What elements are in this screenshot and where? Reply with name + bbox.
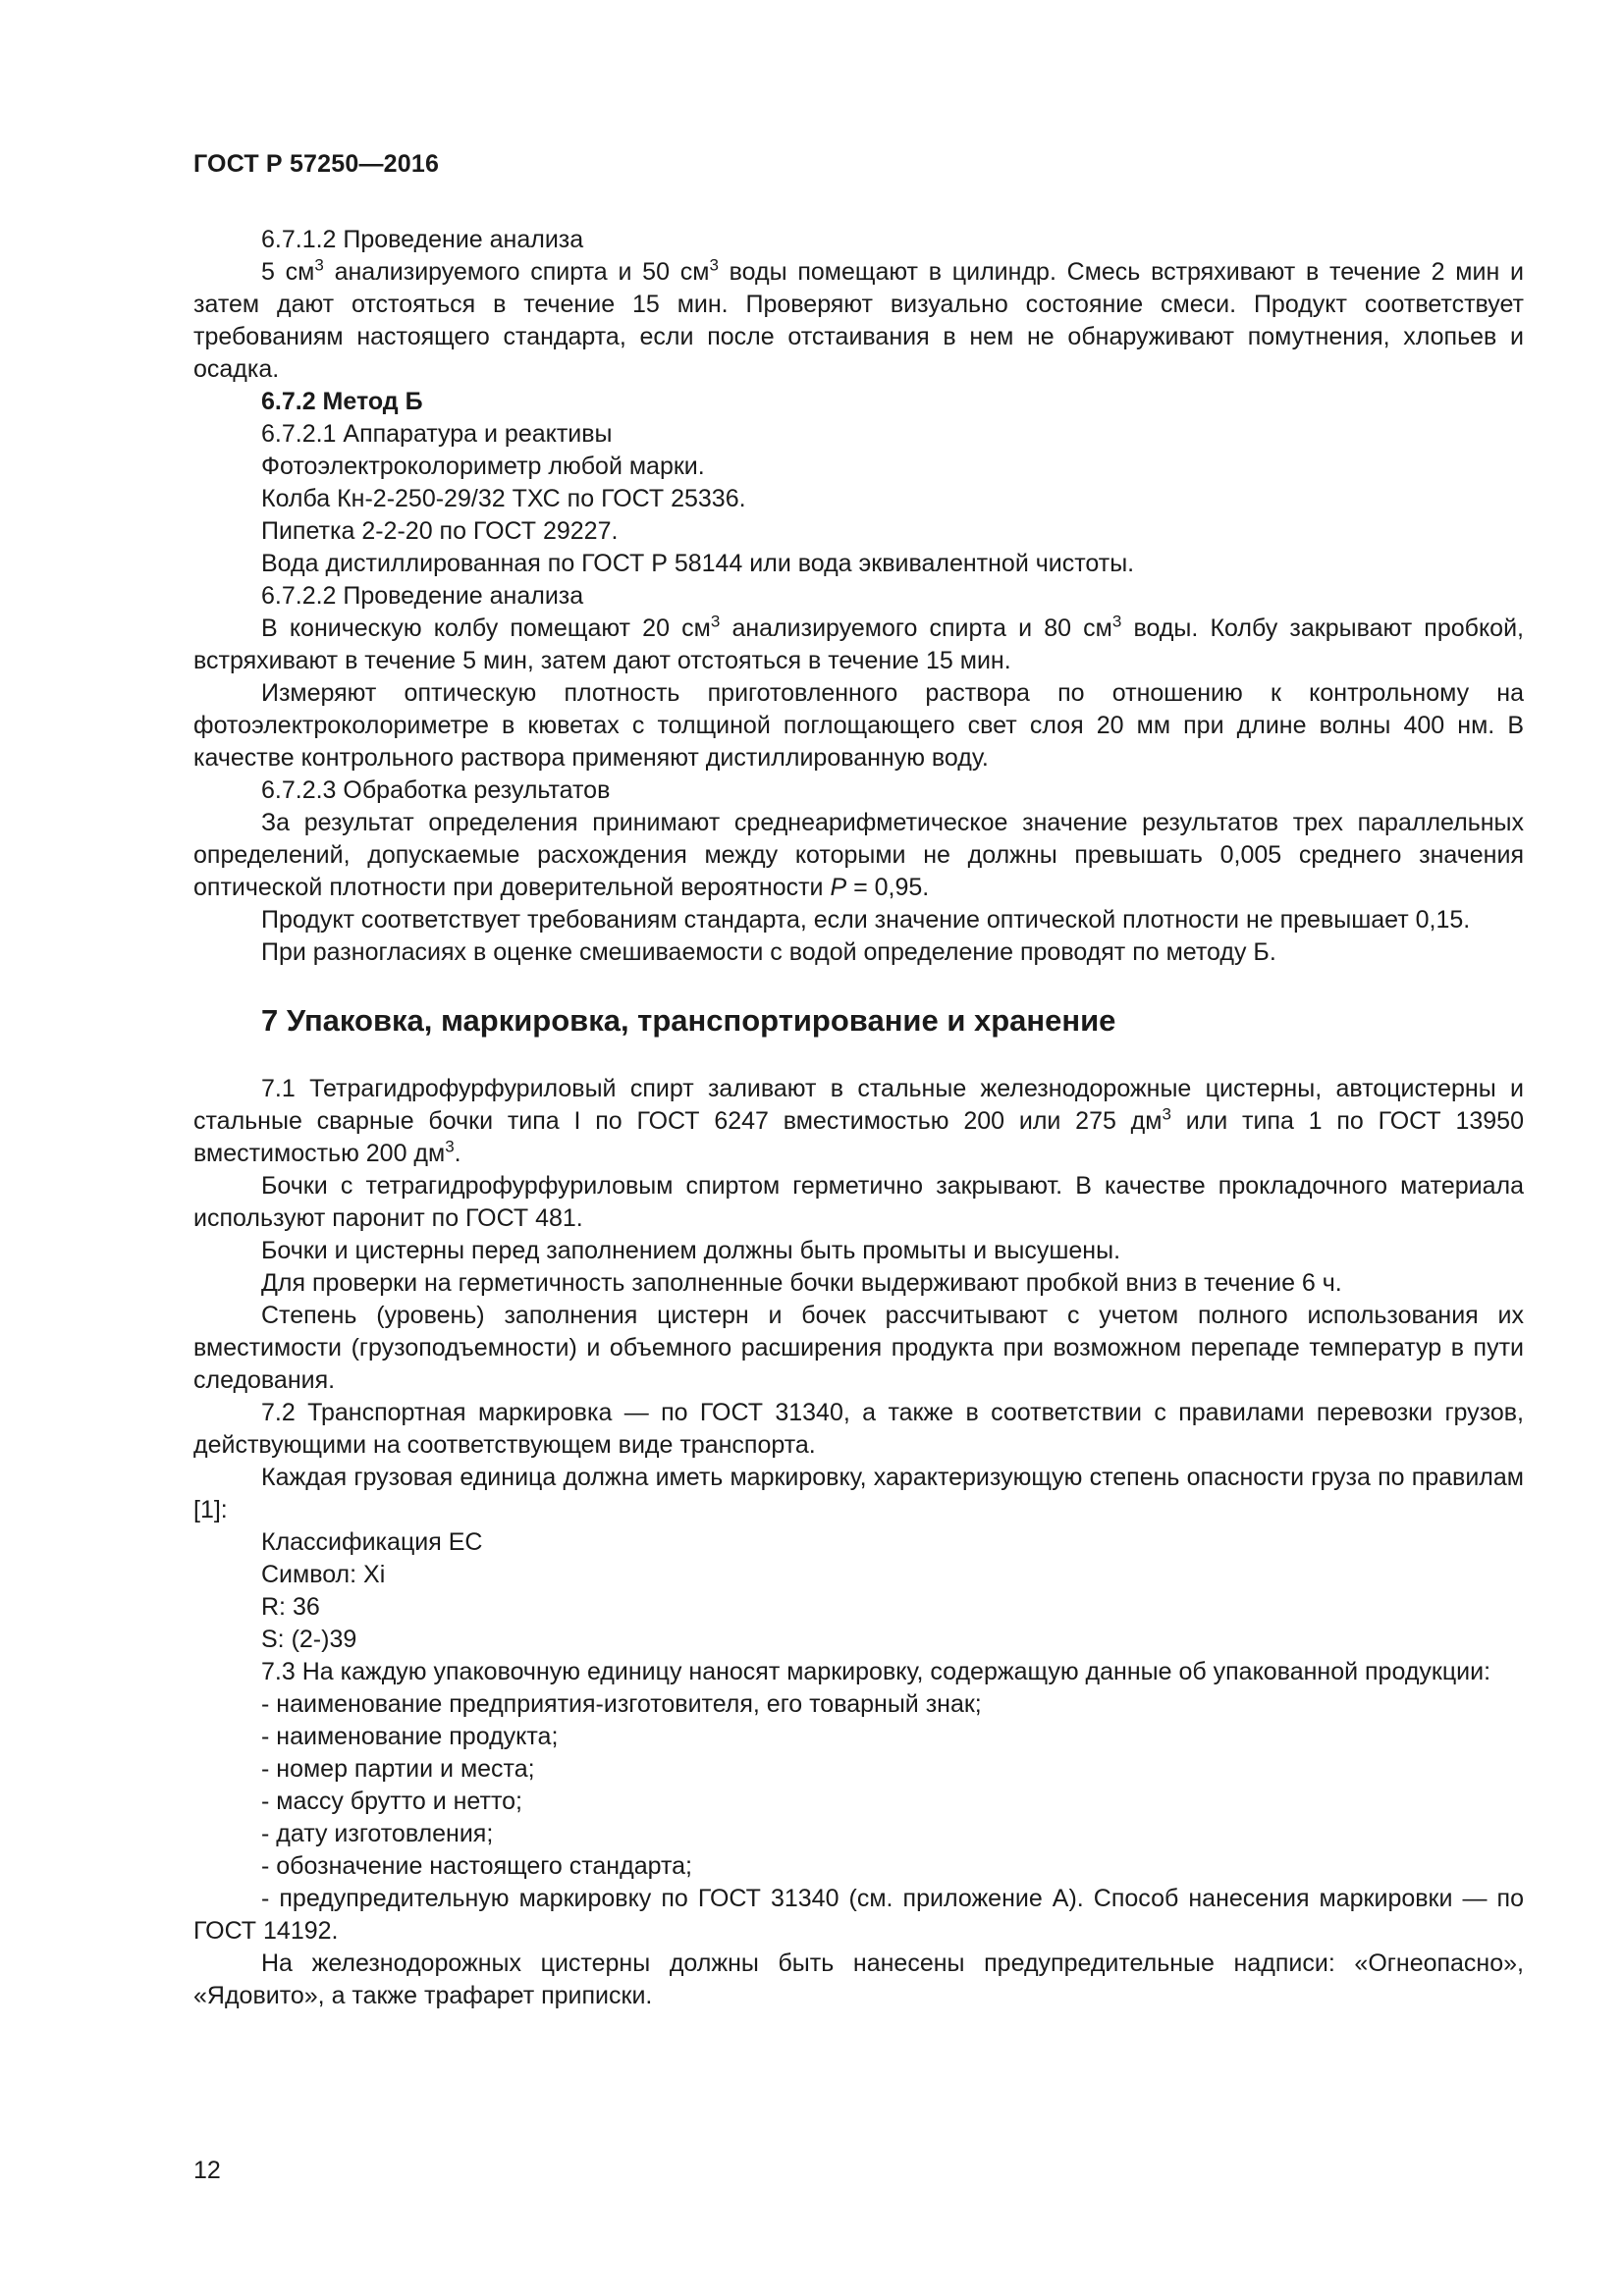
superscript: 3 bbox=[1162, 1104, 1171, 1124]
list-item: - обозначение настоящего стандарта; bbox=[261, 1852, 692, 1880]
variable-p: P bbox=[830, 874, 847, 901]
text-run: = 0,95. bbox=[846, 874, 930, 901]
paragraph-mix-procedure bbox=[193, 256, 1524, 386]
list-item: - дату изготовления; bbox=[261, 1820, 494, 1847]
paragraph-7-1 bbox=[193, 1073, 1524, 1170]
list-item: - предупредительную маркировку по ГОСТ 31340 (см. приложение А). Способ нанесения маркировки — по ГОСТ 14192. bbox=[193, 1885, 1524, 1945]
paragraph-symbol: Символ: Xi bbox=[261, 1561, 386, 1588]
text-run: анализируемого спирта и 50 см bbox=[323, 258, 710, 286]
paragraph-water: Вода дистиллированная по ГОСТ Р 58144 или вода эквивалентной чистоты. bbox=[261, 550, 1135, 577]
paragraph-classification: Классификация ЕС bbox=[261, 1528, 483, 1556]
page-number: 12 bbox=[193, 2157, 221, 2184]
text-run: За результат определения принимают среднеарифметическое значение результатов трех параллельных определений, допускаемые расхождения между которыми не должны превышать 0,005 среднего значения оптической плотности при доверительной вероятности bbox=[193, 809, 1524, 901]
paragraph-conical-flask bbox=[193, 613, 1524, 677]
paragraph-photometer: Фотоэлектроколориметр любой марки. bbox=[261, 453, 705, 480]
text-run: или типа 1 по ГОСТ 13950 вместимостью 200 дм bbox=[193, 1107, 1524, 1167]
list-item: - номер партии и места; bbox=[261, 1755, 535, 1783]
text-run: анализируемого спирта и 80 см bbox=[720, 614, 1112, 642]
text-run: воды. Колбу закрывают пробкой, встряхивают в течение 5 мин, затем дают отстояться в течение 15 мин. bbox=[193, 614, 1525, 674]
paragraph-filling: Степень (уровень) заполнения цистерн и бочек рассчитывают с учетом полного использования их вместимости (грузоподъемности) и объемного расширения продукта при возможном перепаде температур в пути следования. bbox=[193, 1302, 1524, 1394]
paragraph-cargo-marking: Каждая грузовая единица должна иметь маркировку, характеризующую степень опасности груза по правилам [1]: bbox=[193, 1464, 1524, 1523]
paragraph-barrels: Бочки с тетрагидрофурфуриловым спиртом герметично закрывают. В качестве прокладочного материала используют паронит по ГОСТ 481. bbox=[193, 1172, 1524, 1232]
superscript: 3 bbox=[445, 1137, 455, 1156]
text-run: . bbox=[454, 1140, 461, 1167]
paragraph-result bbox=[193, 807, 1524, 904]
paragraph-7-3: 7.3 На каждую упаковочную единицу наносят маркировку, содержащую данные об упакованной продукции: bbox=[261, 1658, 1491, 1685]
paragraph-disagreement: При разногласиях в оценке смешиваемости с водой определение проводят по методу Б. bbox=[261, 938, 1276, 966]
paragraph-measure: Измеряют оптическую плотность приготовленного раствора по отношению к контрольному на фотоэлектроколориметре в кюветах с толщиной поглощающего свет слоя 20 мм при длине волны 400 нм. В качестве контрольного раствора применяют дистиллированную воду. bbox=[193, 679, 1524, 772]
superscript: 3 bbox=[709, 255, 719, 275]
document-header: ГОСТ Р 57250—2016 bbox=[193, 150, 440, 178]
paragraph-6-7-2-3: 6.7.2.3 Обработка результатов bbox=[261, 776, 611, 804]
paragraph-tightness: Для проверки на герметичность заполненные бочки выдерживают пробкой вниз в течение 6 ч. bbox=[261, 1269, 1342, 1297]
paragraph-6-7-2-1: 6.7.2.1 Аппаратура и реактивы bbox=[261, 420, 613, 448]
superscript: 3 bbox=[710, 612, 721, 631]
subsection-heading-6-7-2: 6.7.2 Метод Б bbox=[261, 388, 423, 415]
superscript: 3 bbox=[1111, 612, 1122, 631]
paragraph-risk-phrase: R: 36 bbox=[261, 1593, 320, 1621]
superscript: 3 bbox=[314, 255, 324, 275]
paragraph-conformance: Продукт соответствует требованиям стандарта, если значение оптической плотности не превышает 0,15. bbox=[261, 906, 1471, 934]
paragraph-7-2: 7.2 Транспортная маркировка — по ГОСТ 31340, а также в соответствии с правилами перевозки грузов, действующими на соответствующем виде транспорта. bbox=[193, 1399, 1524, 1459]
list-item: - массу брутто и нетто; bbox=[261, 1788, 522, 1815]
paragraph-safety-phrase: S: (2-)39 bbox=[261, 1626, 357, 1653]
paragraph-6-7-2-2: 6.7.2.2 Проведение анализа bbox=[261, 582, 584, 610]
page-body bbox=[193, 224, 1524, 2012]
paragraph-flask: Колба Кн-2-250-29/32 ТХС по ГОСТ 25336. bbox=[261, 485, 746, 512]
text-run: 7.1 Тетрагидрофурфуриловый спирт заливают в стальные железнодорожные цистерны, автоцистерны и стальные сварные бочки типа I по ГОСТ 6247 вместимостью 200 или 275 дм bbox=[193, 1075, 1524, 1135]
paragraph-pipette: Пипетка 2-2-20 по ГОСТ 29227. bbox=[261, 517, 619, 545]
text-run: 5 см bbox=[261, 258, 315, 286]
text-run: воды помещают в цилиндр. Смесь встряхивают в течение 2 мин и затем дают отстояться в течение 15 мин. Проверяют визуально состояние смеси. Продукт соответствует требованиям настоящего стандарта, если после отстаивания в нем не обнаруживают помутнения, хлопьев и осадка. bbox=[193, 258, 1524, 383]
list-item: - наименование продукта; bbox=[261, 1723, 559, 1750]
paragraph-6-7-1-2: 6.7.1.2 Проведение анализа bbox=[261, 226, 584, 253]
list-item: - наименование предприятия-изготовителя, его товарный знак; bbox=[261, 1690, 982, 1718]
text-run: В коническую колбу помещают 20 см bbox=[261, 614, 711, 642]
section-7-title: 7 Упаковка, маркировка, транспортирование и хранение bbox=[261, 1003, 1116, 1038]
paragraph-washed: Бочки и цистерны перед заполнением должны быть промыты и высушены. bbox=[261, 1237, 1121, 1264]
paragraph-railway-inscriptions: На железнодорожных цистерны должны быть нанесены предупредительные надписи: «Огнеопасно», «Ядовито», а также трафарет приписки. bbox=[193, 1949, 1524, 2009]
